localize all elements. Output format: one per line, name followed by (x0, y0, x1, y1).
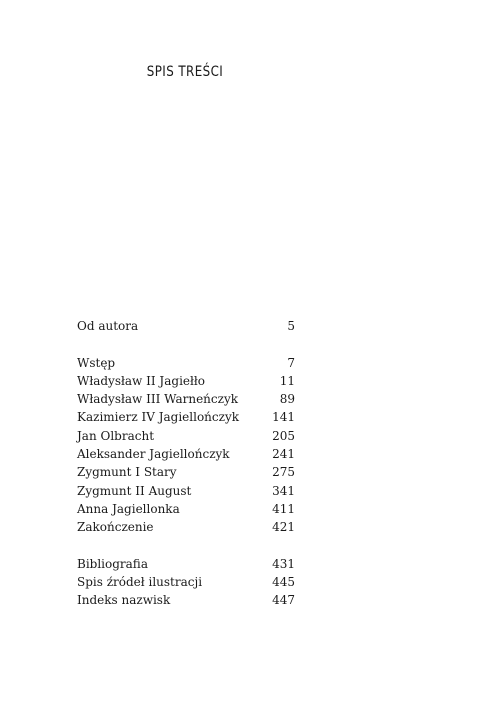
toc-entry-page-number: 5 (287, 319, 295, 333)
toc-section (77, 317, 295, 335)
toc-entry-title: Aleksander Jagiellończyk (77, 447, 230, 462)
toc-entry-title: Władysław III Warneńczyk (77, 392, 238, 407)
toc-entry-page-number: 89 (279, 392, 295, 407)
toc-entry[interactable] (77, 463, 295, 481)
toc-section (77, 354, 295, 537)
toc-entry-title: Od autora (77, 319, 139, 333)
toc-entry[interactable] (77, 555, 295, 573)
toc-entry-page-number: 205 (272, 428, 295, 443)
toc-entry-page-number: 431 (272, 556, 295, 571)
toc-entry[interactable] (77, 390, 295, 408)
toc-entry[interactable] (77, 591, 295, 609)
toc-entry-title: Zygmunt I Stary (77, 465, 177, 480)
toc-entry-title: Wstęp (77, 355, 116, 370)
toc-entry-title: Indeks nazwisk (77, 593, 171, 608)
toc-entry-page-number: 411 (272, 501, 295, 516)
toc-entry-page-number: 445 (272, 575, 295, 590)
toc-entry-title: Władysław II Jagiełło (77, 373, 206, 388)
toc-entry-title: Bibliografia (77, 556, 148, 571)
toc-entry-page-number: 275 (272, 465, 295, 480)
toc-entry[interactable] (77, 317, 295, 335)
toc-entry-page-number: 241 (272, 447, 295, 462)
toc-entry-page-number: 141 (272, 410, 295, 425)
toc-entry[interactable] (77, 408, 295, 426)
toc-entry[interactable] (77, 427, 295, 445)
toc-entry-title: Kazimierz IV Jagiellończyk (77, 410, 239, 425)
toc-entry-title: Zakończenie (77, 520, 154, 535)
toc-entry-page-number: 421 (272, 520, 295, 535)
toc-entry-page-number: 447 (272, 593, 295, 608)
table-of-contents (77, 317, 295, 610)
page-title: SPIS TREŚCI (146, 64, 224, 80)
toc-entry-title: Anna Jagiellonka (77, 501, 180, 516)
toc-entry[interactable] (77, 573, 295, 591)
toc-section (77, 555, 295, 610)
toc-entry-page-number: 341 (272, 483, 295, 498)
toc-entry[interactable] (77, 518, 295, 536)
toc-entry[interactable] (77, 500, 295, 518)
toc-entry[interactable] (77, 445, 295, 463)
toc-entry[interactable] (77, 354, 295, 372)
toc-entry-page-number: 11 (279, 373, 295, 388)
toc-entry-title: Spis źródeł ilustracji (77, 575, 203, 590)
toc-entry-title: Jan Olbracht (77, 428, 155, 443)
toc-entry[interactable] (77, 372, 295, 390)
toc-entry-title: Zygmunt II August (77, 483, 192, 498)
toc-entry-page-number: 7 (287, 355, 295, 370)
toc-entry[interactable] (77, 482, 295, 500)
